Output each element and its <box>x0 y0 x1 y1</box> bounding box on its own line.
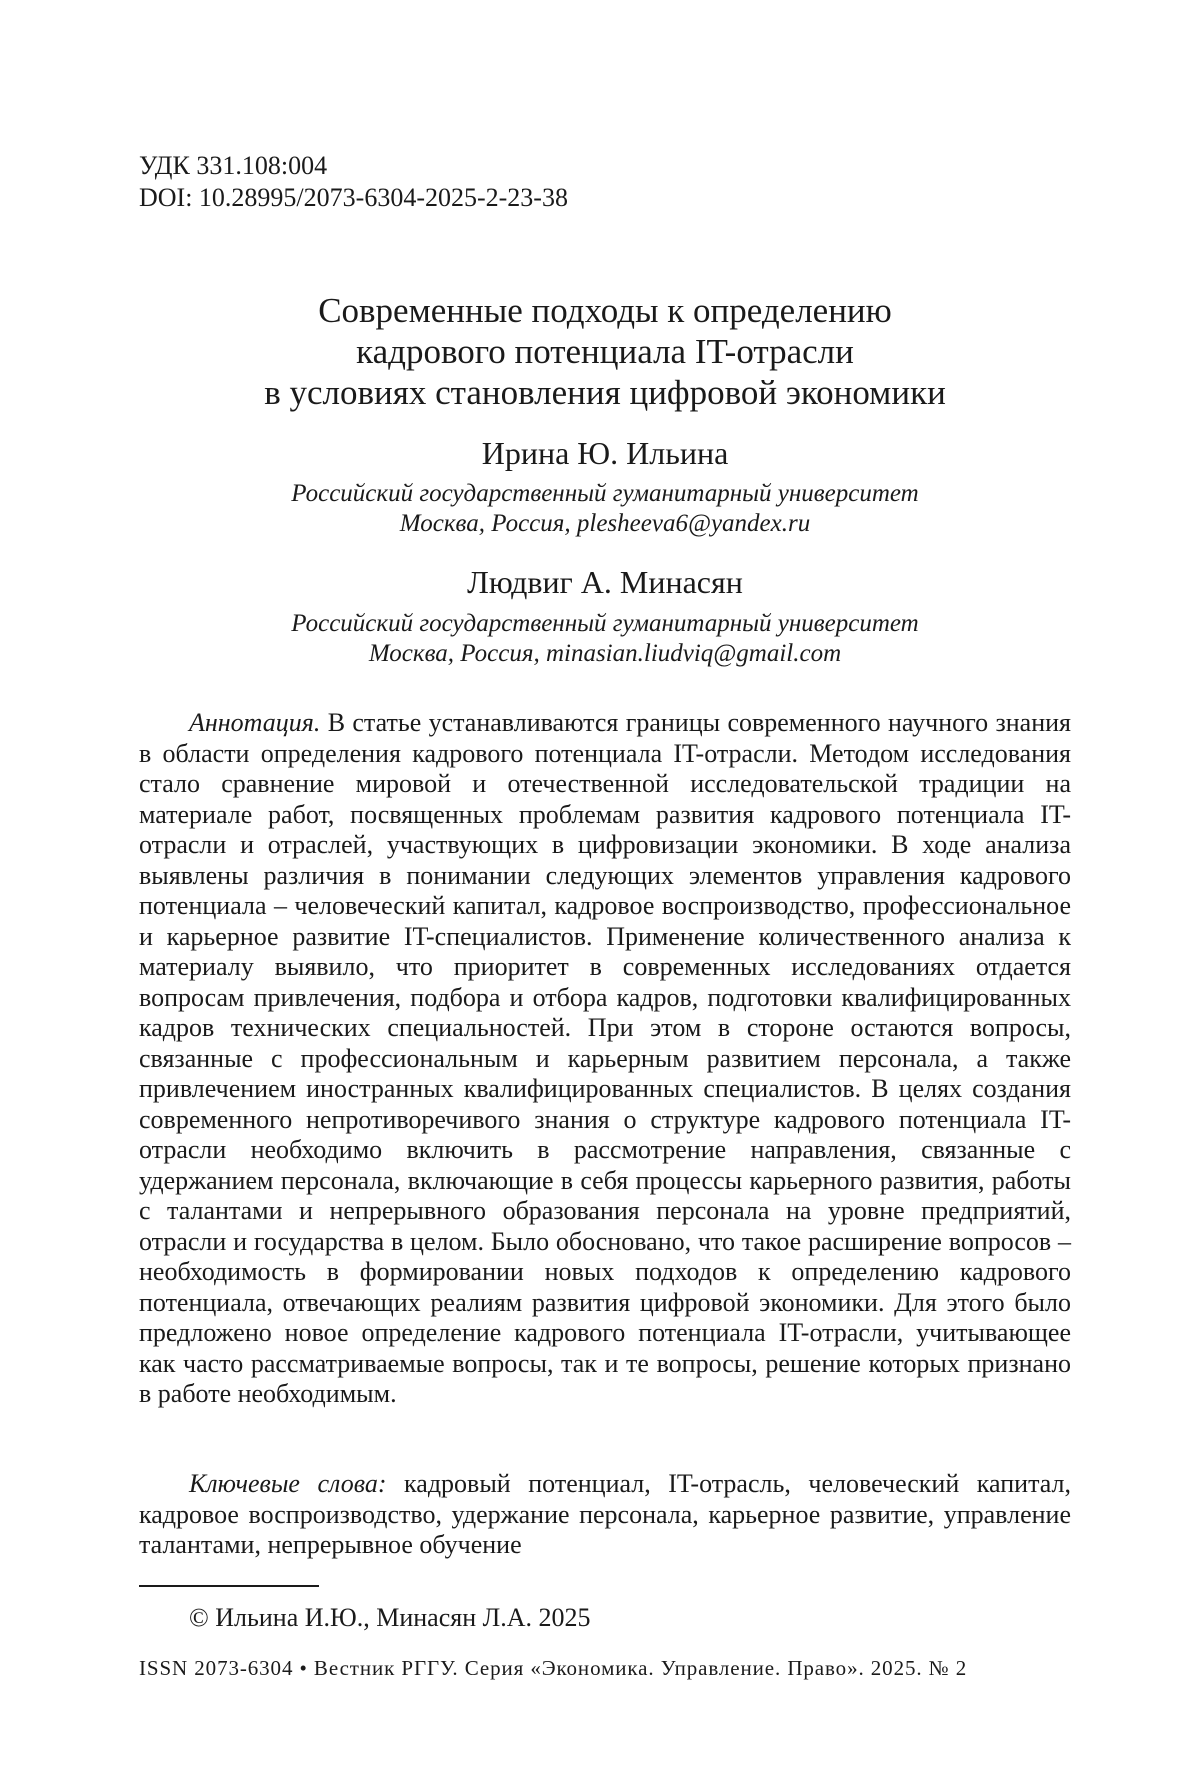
udk-code: УДК 331.108:004 <box>139 150 568 182</box>
author-2-affiliation <box>139 609 1071 669</box>
author-1-location-email: Москва, Россия, plesheeva6@yandex.ru <box>139 509 1071 539</box>
abstract-label: Аннотация. <box>189 708 320 737</box>
copyright-notice: © Ильина И.Ю., Минасян Л.А. 2025 <box>189 1602 591 1634</box>
keywords-label: Ключевые слова: <box>189 1469 386 1498</box>
footnote-divider <box>139 1585 319 1587</box>
abstract <box>139 708 1071 1410</box>
keywords-text: кадровый потенциал, IT-отрасль, человеческий капитал, кадровое воспроизводство, удержание персонала, карьерное развитие, управление талантами, непрерывное обучение <box>139 1469 1071 1559</box>
article-identifiers <box>139 150 568 214</box>
article-page <box>0 0 1200 1780</box>
author-1-affiliation <box>139 479 1071 539</box>
journal-footer: ISSN 2073-6304 • Вестник РГГУ. Серия «Экономика. Управление. Право». 2025. № 2 <box>139 1654 1071 1682</box>
article-title <box>139 290 1071 413</box>
author-2-university: Российский государственный гуманитарный университет <box>139 609 1071 639</box>
author-2-location-email: Москва, Россия, minasian.liudviq@gmail.com <box>139 639 1071 669</box>
title-line-2: кадрового потенциала IT-отрасли <box>139 331 1071 372</box>
author-2-name: Людвиг А. Минасян <box>139 564 1071 600</box>
title-line-1: Современные подходы к определению <box>139 290 1071 331</box>
doi-code: DOI: 10.28995/2073-6304-2025-2-23-38 <box>139 182 568 214</box>
keywords <box>139 1469 1071 1561</box>
author-1-name: Ирина Ю. Ильина <box>139 435 1071 471</box>
title-line-3: в условиях становления цифровой экономики <box>139 372 1071 413</box>
author-1-university: Российский государственный гуманитарный университет <box>139 479 1071 509</box>
abstract-text: В статье устанавливаются границы современного научного знания в области определения кадрового потенциала IT-отрасли. Методом исследования стало сравнение мировой и отечественной исследовательской традиции на материале работ, посвященных проблемам развития кадрового потенциала IT-отрасли и отраслей, участвующих в цифровизации экономики. В ходе анализа выявлены различия в понимании следующих элементов управления кадрового потенциала – человеческий капитал, кадровое воспроизводство, профессиональное и карьерное развитие IT-специалистов. Применение количественного анализа к материалу выявило, что приоритет в современных исследованиях отдается вопросам привлечения, подбора и отбора кадров, подготовки квалифицированных кадров технических специальностей. При этом в стороне остаются вопросы, связанные с профессиональным и карьерным развитием персонала, а также привлечением иностранных квалифицированных специалистов. В целях создания современного непротиворечивого знания о структуре кадрового потенциала IT-отрасли необходимо включить в рассмотрение направления, связанные с удержанием персонала, включающие в себя процессы карьерного развития, работы с талантами и непрерывного образования персонала на уровне предприятий, отрасли и государства в целом. Было обосновано, что такое расширение вопросов – необходимость в формировании новых подходов к определению кадрового потенциала, отвечающих реалиям развития цифровой экономики. Для этого было предложено новое определение кадрового потенциала IT-отрасли, учитывающее как часто рассматриваемые вопросы, так и те вопросы, решение которых признано в работе необходимым. <box>139 708 1071 1408</box>
